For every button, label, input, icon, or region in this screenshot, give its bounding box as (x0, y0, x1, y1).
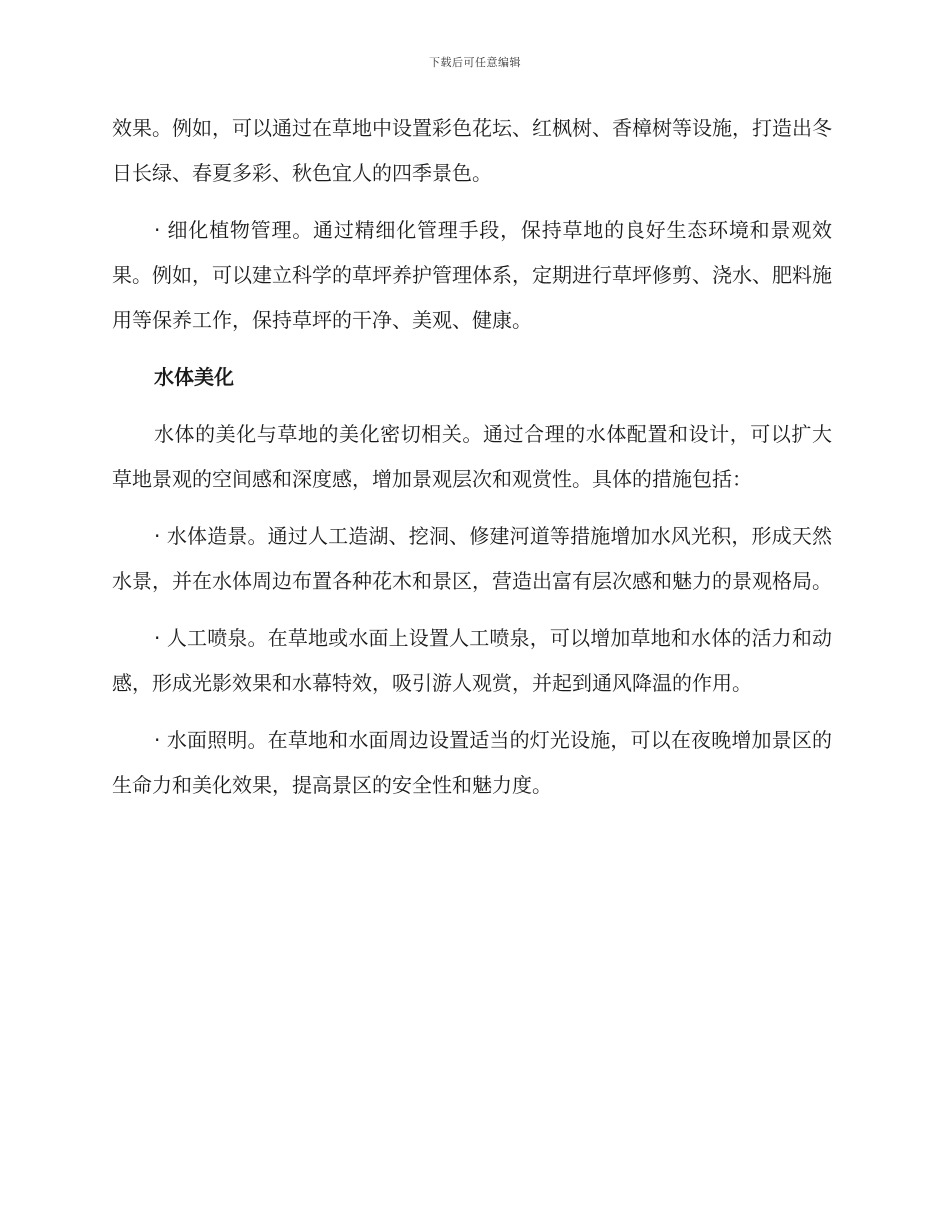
section-heading-water-beautification: 水体美化 (154, 365, 234, 389)
paragraph-artificial-fountain: · 人工喷泉。在草地或水面上设置人工喷泉，可以增加草地和水体的活力和动感，形成光影效果和水幕特效，吸引游人观赏，并起到通风降温的作用。 (112, 626, 832, 695)
paragraph-water-landscaping: · 水体造景。通过人工造湖、挖洞、修建河道等措施增加水风光积，形成天然水景，并在水体周边布置各种花木和景区，营造出富有层次感和魅力的景观格局。 (112, 524, 832, 593)
paragraph-plant-management: · 细化植物管理。通过精细化管理手段，保持草地的良好生态环境和景观效果。例如，可以建立科学的草坪养护管理体系，定期进行草坪修剪、浇水、肥料施用等保养工作，保持草坪的干净、美观、健康。 (112, 218, 832, 332)
paragraph-water-intro: 水体的美化与草地的美化密切相关。通过合理的水体配置和设计，可以扩大草地景观的空间感和深度感，增加景观层次和观赏性。具体的措施包括： (112, 422, 832, 491)
document-body (112, 106, 832, 820)
page-header-note: 下载后可任意编辑 (429, 56, 521, 69)
paragraph-water-lighting: · 水面照明。在草地和水面周边设置适当的灯光设施，可以在夜晚增加景区的生命力和美化效果，提高景区的安全性和魅力度。 (112, 728, 832, 797)
paragraph-landscape-effect: 效果。例如，可以通过在草地中设置彩色花坛、红枫树、香樟树等设施，打造出冬日长绿、春夏多彩、秋色宜人的四季景色。 (112, 116, 832, 185)
